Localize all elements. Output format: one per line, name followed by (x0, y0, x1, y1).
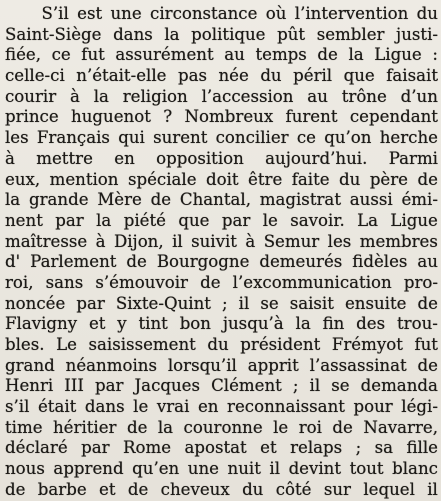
word: de (5, 479, 26, 499)
text-line (5, 25, 438, 46)
word: Français (36, 128, 110, 148)
word: celle-ci (5, 66, 65, 86)
word: côté (275, 479, 312, 499)
word: time (5, 417, 43, 437)
word: et (88, 314, 106, 334)
word: ; (292, 376, 299, 396)
word: fut (81, 45, 105, 65)
word: reconnaissant (227, 397, 345, 417)
word: mention (49, 169, 119, 189)
word: furent (285, 107, 338, 127)
word: faisait (386, 66, 438, 86)
word: par (76, 293, 105, 313)
text-line (5, 314, 438, 335)
word: au (307, 86, 328, 106)
word: prince (5, 107, 59, 127)
word: une (187, 459, 219, 479)
word: que (343, 66, 375, 86)
word: de (126, 417, 148, 437)
word: ? (163, 107, 173, 127)
word: est (77, 4, 103, 23)
text-line (5, 397, 438, 418)
word: de (332, 417, 353, 437)
word: savoir. (290, 210, 345, 230)
word: bon (179, 314, 211, 334)
word: piété (123, 210, 166, 230)
word: le (133, 397, 149, 417)
word: président (240, 335, 321, 354)
word: pût (277, 24, 306, 44)
word: où (265, 4, 287, 23)
word: Semur (263, 231, 320, 251)
word: s’émouvoir (95, 272, 188, 292)
word: roi (298, 417, 322, 437)
word: ; (222, 293, 228, 313)
word: par (81, 438, 110, 458)
word: demanda (360, 376, 438, 396)
text-line (5, 232, 438, 253)
word: bles. (5, 335, 45, 354)
word: fiée, (5, 45, 41, 65)
text-line (5, 294, 438, 315)
text-line (5, 66, 438, 87)
text-line (5, 211, 438, 232)
word: opposition (156, 148, 244, 168)
word: la (96, 210, 112, 230)
word: Ligue (390, 210, 438, 230)
word: l’excommunication (232, 272, 392, 292)
word: du (207, 335, 229, 354)
word: de (317, 45, 338, 65)
word: des (356, 314, 386, 334)
word: sembler (316, 24, 385, 44)
word: le (273, 417, 289, 437)
word: Mère (97, 190, 142, 210)
word: ce (296, 128, 316, 148)
word: l’intervention (294, 4, 409, 23)
word: il (172, 231, 183, 251)
word: Nombreux (184, 107, 274, 127)
word: la (93, 86, 109, 106)
word: tout (349, 459, 384, 479)
word: en (197, 397, 219, 417)
word: Le (56, 335, 77, 354)
word: au (224, 45, 245, 65)
word: Bourgogne (156, 252, 250, 272)
word: il (427, 479, 438, 499)
word: les (5, 128, 29, 148)
word: de (150, 190, 172, 210)
word: du (242, 479, 264, 499)
word: dans (84, 397, 125, 417)
word: Ligue (374, 45, 422, 65)
text-line (5, 459, 438, 480)
word: l’assassinat (309, 355, 407, 375)
word: du (339, 169, 361, 189)
word: dans (113, 24, 153, 44)
word: huguenot (71, 107, 151, 127)
text-line (5, 376, 438, 397)
word: de (126, 252, 147, 272)
word: fidèles (352, 252, 408, 272)
text-line (5, 149, 438, 170)
word: les (327, 231, 352, 251)
word: aujourd’hui. (265, 148, 368, 168)
word: herche (379, 128, 438, 148)
word: trou- (396, 314, 438, 334)
word: fut (414, 335, 438, 354)
text-line (5, 87, 438, 108)
word: nuit (227, 459, 261, 479)
word: Henri (5, 376, 54, 396)
text-line (5, 418, 438, 439)
word: à (245, 231, 256, 251)
word: par (55, 210, 84, 230)
word: noncée (5, 293, 66, 313)
word: blanc (392, 459, 438, 479)
word: la (5, 190, 21, 210)
word: était (37, 397, 77, 417)
word: tint (138, 314, 168, 334)
word: cependant (349, 107, 438, 127)
word: de (417, 293, 438, 313)
word: : (432, 45, 438, 65)
word: jusqu’à (222, 314, 284, 334)
word: de (200, 272, 221, 292)
word: Rome (123, 438, 172, 458)
word: que (178, 210, 210, 230)
text-line (5, 107, 438, 128)
word: née (218, 66, 249, 86)
word: de (127, 479, 149, 499)
word: pas (177, 66, 207, 86)
word: circonstance (150, 4, 258, 23)
word: III (64, 376, 84, 396)
word: saisit (289, 293, 334, 313)
word: sa (374, 438, 394, 458)
word: l’accession (201, 86, 294, 106)
word: Jacques (134, 376, 201, 396)
word: du (260, 66, 282, 86)
word: légi- (401, 397, 438, 417)
word: à (69, 86, 80, 106)
word: au (417, 252, 438, 272)
word: eux, (5, 169, 41, 189)
word: courir (5, 86, 57, 106)
word: d’un (400, 86, 438, 106)
word: se (260, 293, 279, 313)
word: suivit (191, 231, 237, 251)
text-line (5, 4, 438, 25)
word: nent (5, 210, 43, 230)
word: lorsqu’il (167, 355, 237, 375)
word: Sixte-Quint (115, 293, 211, 313)
word: spéciale (127, 169, 197, 189)
word: Dijon, (113, 231, 164, 251)
text-line (5, 356, 438, 377)
text-line (5, 252, 438, 273)
word: la (295, 314, 311, 334)
text-line (5, 45, 438, 66)
word: être (248, 169, 283, 189)
word: une (110, 4, 142, 23)
word: Navarre, (363, 417, 438, 437)
word: barbe (37, 479, 87, 499)
word: fin (322, 314, 345, 334)
word: en (114, 148, 135, 168)
word: héritier (53, 417, 117, 437)
word: ensuite (344, 293, 407, 313)
word: le (262, 210, 278, 230)
word: Parmi (388, 148, 438, 168)
word: la (164, 24, 180, 44)
word: pour (353, 397, 393, 417)
word: ce (51, 45, 71, 65)
word: et (99, 479, 116, 499)
word: la (157, 417, 174, 437)
word: néanmoins (65, 355, 157, 375)
word: s’il (5, 397, 30, 417)
word: Chantal, (179, 190, 251, 210)
word: sur (323, 479, 351, 499)
word: faite (291, 169, 330, 189)
word: la (348, 45, 364, 65)
word: vrai (156, 397, 190, 417)
text-line (5, 170, 438, 191)
word: grand (5, 355, 55, 375)
word: fille (406, 438, 438, 458)
word: aussi (349, 190, 393, 210)
word: déclaré (5, 438, 68, 458)
text-line (5, 480, 438, 501)
word: roi, (5, 272, 34, 292)
word: n’était-elle (76, 66, 167, 86)
word: père (369, 169, 409, 189)
word: par (95, 376, 124, 396)
word: Parlement (30, 252, 117, 272)
word: émi- (401, 190, 438, 210)
word: du (416, 4, 438, 23)
word: pro- (403, 272, 438, 292)
word: cheveux (160, 479, 230, 499)
word: saisissement (88, 335, 196, 354)
word: à (95, 231, 106, 251)
word: se (331, 376, 350, 396)
word: qu’on (324, 128, 372, 148)
word: devint (288, 459, 342, 479)
word: magistrat (259, 190, 341, 210)
word: y (117, 314, 127, 334)
word: Frémyot (331, 335, 403, 354)
article-paragraph (5, 4, 438, 501)
text-line (5, 438, 438, 459)
word: justi- (396, 24, 438, 44)
word: de (417, 355, 438, 375)
word: trône (341, 86, 387, 106)
word: mettre (36, 148, 93, 168)
word: politique (191, 24, 266, 44)
word: Saint-Siège (5, 24, 102, 44)
word: grande (28, 190, 89, 210)
word: apprit (247, 355, 299, 375)
text-line (5, 335, 438, 356)
word: relaps (290, 438, 343, 458)
word: qui (118, 128, 145, 148)
word: qu’en (132, 459, 180, 479)
word: demeurés (259, 252, 343, 272)
word: péril (293, 66, 333, 86)
word: maîtresse (5, 231, 88, 251)
word: d' (5, 252, 21, 272)
word: il (309, 376, 321, 396)
text-line (5, 190, 438, 211)
word: assurément (115, 45, 214, 65)
word: ; (355, 438, 362, 458)
word: apostat (184, 438, 247, 458)
text-line (5, 273, 438, 294)
word: par (221, 210, 251, 230)
word: nous (5, 459, 45, 479)
word: La (357, 210, 379, 230)
word: de (417, 169, 438, 189)
word: apprend (53, 459, 124, 479)
word: membres (359, 231, 438, 251)
word: concilier (215, 128, 289, 148)
word: il (238, 293, 250, 313)
word: S’il (41, 4, 69, 23)
word: surent (153, 128, 208, 148)
word: couronne (183, 417, 263, 437)
word: sans (45, 272, 84, 292)
word: temps (255, 45, 307, 65)
word: lequel (363, 479, 415, 499)
word: à (5, 148, 15, 168)
word: Flavigny (5, 314, 78, 334)
word: religion (122, 86, 188, 106)
word: et (260, 438, 277, 458)
word: doit (206, 169, 239, 189)
word: Clément (211, 376, 282, 396)
word: il (269, 459, 281, 479)
text-line (5, 128, 438, 149)
